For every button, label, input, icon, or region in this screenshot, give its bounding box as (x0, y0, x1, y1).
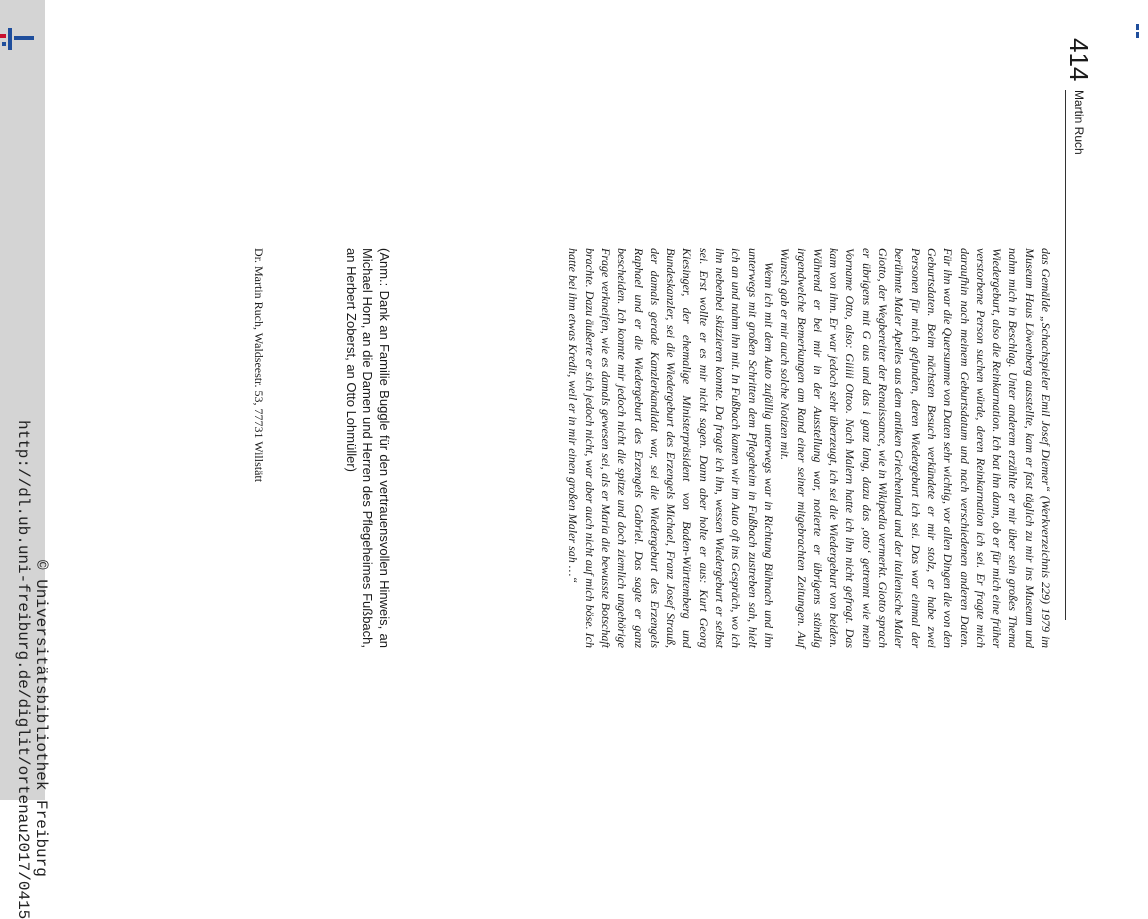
source-url[interactable]: http://dl.ub.uni-freiburg.de/diglit/ortenau2017/0415 (14, 420, 32, 919)
running-header-author: Martin Ruch (1072, 90, 1086, 155)
rotated-document-page (40, 0, 1100, 800)
corner-mark-icon (1136, 24, 1144, 38)
body-text (565, 248, 1054, 648)
copyright-notice: © Universitätsbibliothek Freiburg (32, 560, 50, 877)
acknowledgement-note: (Anm.: Dank an Familie Buggle für den vertrauensvollen Hinweis, an Michael Horn, an die Damen und Herren des Pflegeheimes Fußbach, an Herbert Zoberst, an Otto Lohmüller) (344, 248, 392, 648)
source-url-strip (0, 0, 50, 919)
paragraph: das Gemälde „Schachspieler Emil Josef Diemer“ (Werkverzeichnis 229) 1979 im Museum Haus Löwenberg ausstellte, kam er fast täglich zu mir ins Museum und nahm mich in Beschlag. Unter anderem erzählte er mir über sein großes Thema Wiedergeburt, also die Reinkarnation. Ich bat ihn dann, ob er für mich eine früher verstorbene Person suchen würde, deren Reinkarnation ich sei. Er fragte mich daraufhin nach meinem Geburtsdatum und nach verschiedenen anderen Daten. Für ihn war die Quersumme von Daten sehr wichtig, vor allen Dingen die von den Geburtsdaten. Beim nächsten Besuch verkündete er mir stolz, er habe zwei Personen für mich gefunden, deren Wiedergeburt ich sei. Das war einmal der berühmte Maler Apelles aus dem antiken Griechenland und der italienische Maler Giotto, der Wegbereiter der Renaissance, wie in Wikipedia vermerkt. Giotto sprach er übrigens mit G aus und das i ganz lang, dazu das ‚otto‘ getrennt wie mein Vorname Otto, also: Giiiii Ottoo. Nach Malern hatte ich ihn nicht gefragt. Das kam von ihm. Er war jedoch sehr überzeugt, ich sei die Wiedergeburt von beiden. Während er bei mir in der Ausstellung war, notierte er übrigens ständig irgendwelche Bemerkungen am Rand einer seiner mitgebrachten Zeitungen. Auf Wunsch gab er mir auch solche Notizen mit. (778, 248, 1053, 648)
paragraph: Wenn ich mit dem Auto zufällig unterwegs war in Richtung Bühnach und ihn unterwegs mit großen Schritten dem Pflegeheim in Fußbach zustreben sah, hielt ich an und nahm ihn mit. In Fußbach kamen wir im Auto oft ins Gespräch, wo ich ihn nebenbei skizzieren konnte. Da fragte ich ihn, wessen Wiedergeburt er selbst sei. Erst wollte er es mir nicht sagen. Dann aber holte er aus: Kurt Georg Kiesinger, der ehemalige Ministerpräsident von Baden-Württemberg und Bundeskanzler, sei die Wiedergeburt des Erzengels Michael, Franz Josef Strauß, der damals gerade Kanzlerkandidat war, sei die Wiedergeburt des Erzengels Raphael und er die Wiedergeburt des Erzengels Gabriel. Das sagte er ganz bescheiden. Ich konnte mir jedoch nicht die spitze und doch ziemlich ungehörige Frage verkneifen, wie es damals gewesen sei, als er Maria die bewusste Botschaft brachte. Dazu äußerte er sich jedoch nicht, war aber auch nicht auf mich böse. Ich hatte bei ihm etwas Kredit, weil er in mir einen großen Maler sah …“ (566, 248, 776, 648)
author-address: Dr. Martin Ruch, Waldseestr. 53, 77731 Willstätt (252, 248, 266, 483)
header-rule (1065, 90, 1066, 620)
page-number: 414 (1064, 38, 1094, 82)
